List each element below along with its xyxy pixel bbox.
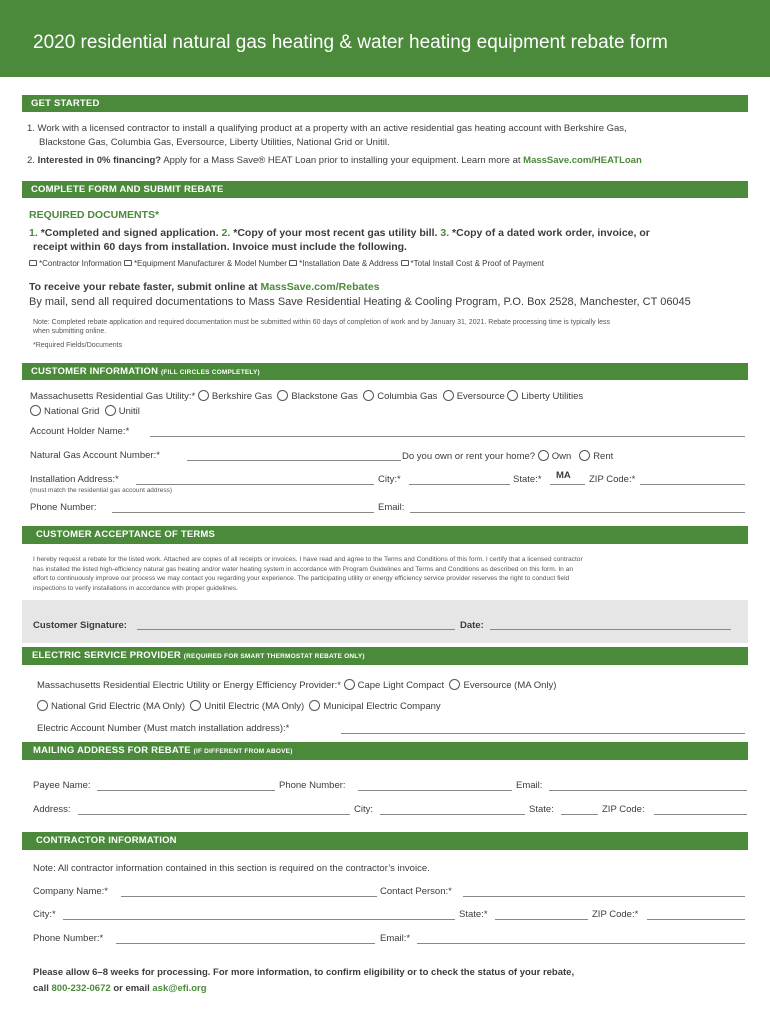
signature-box: [22, 600, 748, 643]
company-name-field[interactable]: [121, 896, 377, 897]
contractor-zip-field[interactable]: [647, 919, 745, 920]
mailing-address-label: Address:: [33, 804, 71, 815]
radio-unitil-electric[interactable]: Unitil Electric (MA Only): [190, 701, 304, 712]
contractor-email-field[interactable]: [417, 943, 745, 944]
header-banner: [0, 0, 770, 77]
checkbox-icon: [401, 260, 409, 266]
radio-eversource-electric[interactable]: Eversource (MA Only): [449, 680, 556, 691]
account-holder-field[interactable]: [150, 436, 745, 437]
install-city-field[interactable]: [409, 484, 510, 485]
rebates-link[interactable]: MassSave.com/Rebates: [260, 281, 380, 293]
checkbox-icon: [124, 260, 132, 266]
section-complete-form: COMPLETE FORM AND SUBMIT REBATE: [22, 181, 748, 198]
signature-date-label: Date:: [460, 620, 484, 631]
radio-unitil[interactable]: Unitil: [105, 406, 140, 417]
required-docs-line-2: receipt within 60 days from installation. Invoice must include the following.: [33, 241, 407, 253]
footer-phone-link[interactable]: 800-232-0672: [51, 983, 111, 994]
radio-circle-icon: [443, 390, 454, 401]
required-docs-line-1: 1. *Completed and signed application. 2. *Copy of your most recent gas utility bill. 3. *Copy of a dated work order, invoice, or: [29, 227, 650, 239]
mailing-city-label: City:: [354, 804, 373, 815]
install-state-label: State:*: [513, 474, 542, 485]
radio-berkshire-gas[interactable]: Berkshire Gas: [198, 391, 272, 402]
radio-circle-icon: [344, 679, 355, 690]
heat-loan-link[interactable]: MassSave.com/HEATLoan: [523, 155, 642, 166]
install-address-field[interactable]: [136, 484, 374, 485]
electric-account-label: Electric Account Number (Must match installation address):*: [37, 723, 290, 734]
install-state-field: [550, 484, 585, 485]
get-started-item-1-cont: Blackstone Gas, Columbia Gas, Eversource, Liberty Utilities, National Grid or Unitil.: [39, 137, 390, 148]
radio-circle-icon: [30, 405, 41, 416]
radio-circle-icon: [190, 700, 201, 711]
gas-utility-row-2: [30, 405, 140, 417]
radio-circle-icon: [309, 700, 320, 711]
footer-processing-note: Please allow 6–8 weeks for processing. For more information, to confirm eligibility or to check the status of your rebate,: [33, 967, 575, 978]
install-zip-field[interactable]: [640, 484, 745, 485]
customer-phone-label: Phone Number:: [30, 502, 97, 513]
radio-circle-icon: [37, 700, 48, 711]
mailing-state-field[interactable]: [561, 814, 598, 815]
radio-eversource[interactable]: Eversource: [443, 391, 505, 402]
gas-account-number-label: Natural Gas Account Number:*: [30, 450, 160, 461]
footer-email-link[interactable]: ask@efi.org: [152, 983, 207, 994]
mailing-city-field[interactable]: [380, 814, 525, 815]
required-docs-heading: REQUIRED DOCUMENTS*: [29, 209, 160, 221]
gas-utility-row-1: Massachusetts Residential Gas Utility:* Berkshire Gas Blackstone Gas Columbia Gas Eversource Liberty Utilities: [30, 391, 584, 402]
radio-circle-icon: [363, 390, 374, 401]
section-mailing: MAILING ADDRESS FOR REBATE (IF DIFFERENT FROM ABOVE): [22, 742, 748, 760]
contractor-state-label: State:*: [459, 909, 488, 920]
customer-email-label: Email:: [378, 502, 405, 513]
submit-online-line: To receive your rebate faster, submit online at MassSave.com/Rebates: [29, 281, 380, 293]
mailing-phone-field[interactable]: [358, 790, 512, 791]
terms-line-4: inspections to verify installations in accordance with proper guidelines.: [33, 584, 238, 592]
contractor-note: Note: All contractor information contained in this section is required on the contractor’s invoice.: [33, 863, 430, 874]
radio-circle-icon: [579, 450, 590, 461]
contact-person-field[interactable]: [463, 896, 745, 897]
checkbox-icon: [29, 260, 37, 266]
install-city-label: City:*: [378, 474, 401, 485]
submission-note: Note: Completed rebate application and required documentation must be submitted within 60 days of completion of work and by January 31, 2021. Rebate processing time is typically less: [33, 319, 611, 326]
radio-circle-icon: [507, 390, 518, 401]
radio-national-grid[interactable]: National Grid: [30, 406, 99, 417]
mailing-state-label: State:: [529, 804, 554, 815]
own-rent-row: Do you own or rent your home? Own Rent: [402, 451, 614, 462]
invoice-checklist: [29, 259, 544, 268]
section-electric: ELECTRIC SERVICE PROVIDER (REQUIRED FOR SMART THERMOSTAT REBATE ONLY): [22, 647, 748, 665]
submission-note-cont: when submitting online.: [33, 328, 107, 335]
contractor-state-field[interactable]: [495, 919, 588, 920]
section-terms: CUSTOMER ACCEPTANCE OF TERMS: [22, 526, 748, 544]
electric-provider-row-1: Massachusetts Residential Electric Utility or Energy Efficiency Provider:* Cape Light Compact Eversource (MA Only): [37, 680, 557, 691]
mail-instructions: By mail, send all required documentations to Mass Save Residential Heating & Cooling Program, P.O. Box 2528, Manchester, CT 06045: [29, 296, 691, 308]
payee-name-label: Payee Name:: [33, 780, 91, 791]
mailing-phone-label: Phone Number:: [279, 780, 346, 791]
customer-email-field[interactable]: [410, 512, 745, 513]
radio-liberty-utilities[interactable]: Liberty Utilities: [507, 391, 583, 402]
get-started-item-2: 2. Interested in 0% financing? Apply for a Mass Save® HEAT Loan prior to installing your equipment. Learn more at MassSave.com/HEATLoan: [27, 155, 642, 166]
checkbox-equipment[interactable]: *Equipment Manufacturer & Model Number: [124, 259, 287, 268]
payee-name-field[interactable]: [97, 790, 275, 791]
mailing-email-label: Email:: [516, 780, 543, 791]
mailing-address-field[interactable]: [78, 814, 350, 815]
radio-rent[interactable]: Rent: [579, 451, 613, 462]
contact-person-label: Contact Person:*: [380, 886, 452, 897]
signature-label: Customer Signature:: [33, 620, 127, 631]
section-contractor: CONTRACTOR INFORMATION: [22, 832, 748, 850]
radio-national-grid-electric[interactable]: National Grid Electric (MA Only): [37, 701, 185, 712]
company-name-label: Company Name:*: [33, 886, 108, 897]
electric-account-field[interactable]: [341, 733, 745, 734]
radio-circle-icon: [538, 450, 549, 461]
install-address-note: (must match the residential gas account address): [30, 487, 172, 494]
mailing-zip-field[interactable]: [654, 814, 747, 815]
radio-cape-light-compact[interactable]: Cape Light Compact: [344, 680, 445, 691]
signature-date-field[interactable]: [490, 629, 731, 630]
radio-municipal-electric[interactable]: Municipal Electric Company: [309, 701, 440, 712]
radio-circle-icon: [198, 390, 209, 401]
account-holder-label: Account Holder Name:*: [30, 426, 130, 437]
radio-columbia-gas[interactable]: Columbia Gas: [363, 391, 437, 402]
checkbox-install-cost[interactable]: *Total Install Cost & Proof of Payment: [401, 259, 544, 268]
customer-phone-field[interactable]: [112, 512, 374, 513]
section-customer-info: CUSTOMER INFORMATION (FILL CIRCLES COMPLETELY): [22, 363, 748, 380]
radio-circle-icon: [105, 405, 116, 416]
terms-line-1: I hereby request a rebate for the listed work. Attached are copies of all receipts or invoices. I have read and agree to the Terms and Conditions of this form. I certify that a licensed contractor: [33, 556, 583, 563]
footer-contact-line: call 800-232-0672 or email ask@efi.org: [33, 983, 207, 994]
section-get-started: GET STARTED: [22, 95, 748, 112]
checkbox-install-date[interactable]: *Installation Date & Address: [289, 259, 398, 268]
mailing-zip-label: ZIP Code:: [602, 804, 645, 815]
signature-field[interactable]: [137, 629, 455, 630]
radio-circle-icon: [449, 679, 460, 690]
terms-line-2: has installed the listed high-efficiency natural gas heating and/or water heating system in accordance with Program Guidelines and Terms and Conditions as described on this form. In an: [33, 565, 574, 573]
gas-account-number-field[interactable]: [187, 460, 401, 461]
form-title: 2020 residential natural gas heating & water heating equipment rebate form: [33, 32, 668, 53]
install-address-label: Installation Address:*: [30, 474, 119, 485]
get-started-item-1: 1. Work with a licensed contractor to install a qualifying product at a property with an active residential gas heating account with Berkshire Gas,: [27, 123, 627, 134]
install-zip-label: ZIP Code:*: [589, 474, 636, 485]
required-fields-note: *Required Fields/Documents: [33, 342, 123, 349]
radio-circle-icon: [277, 390, 288, 401]
contractor-city-field[interactable]: [63, 919, 455, 920]
checkbox-icon: [289, 260, 297, 266]
contractor-zip-label: ZIP Code:*: [592, 909, 639, 920]
install-state-value[interactable]: MA: [556, 470, 571, 481]
radio-own[interactable]: Own: [538, 451, 572, 462]
terms-line-3: effort to continuously improve our process we may contact you regarding your experience. The participating utility or energy efficiency service provider reserves the right to conduct field: [33, 575, 570, 583]
electric-provider-row-2: [37, 700, 441, 712]
mailing-email-field[interactable]: [549, 790, 747, 791]
contractor-email-label: Email:*: [380, 933, 411, 944]
contractor-phone-field[interactable]: [116, 943, 375, 944]
radio-blackstone-gas[interactable]: Blackstone Gas: [277, 391, 358, 402]
checkbox-contractor-info[interactable]: *Contractor Information: [29, 259, 122, 268]
contractor-phone-label: Phone Number:*: [33, 933, 104, 944]
contractor-city-label: City:*: [33, 909, 56, 920]
